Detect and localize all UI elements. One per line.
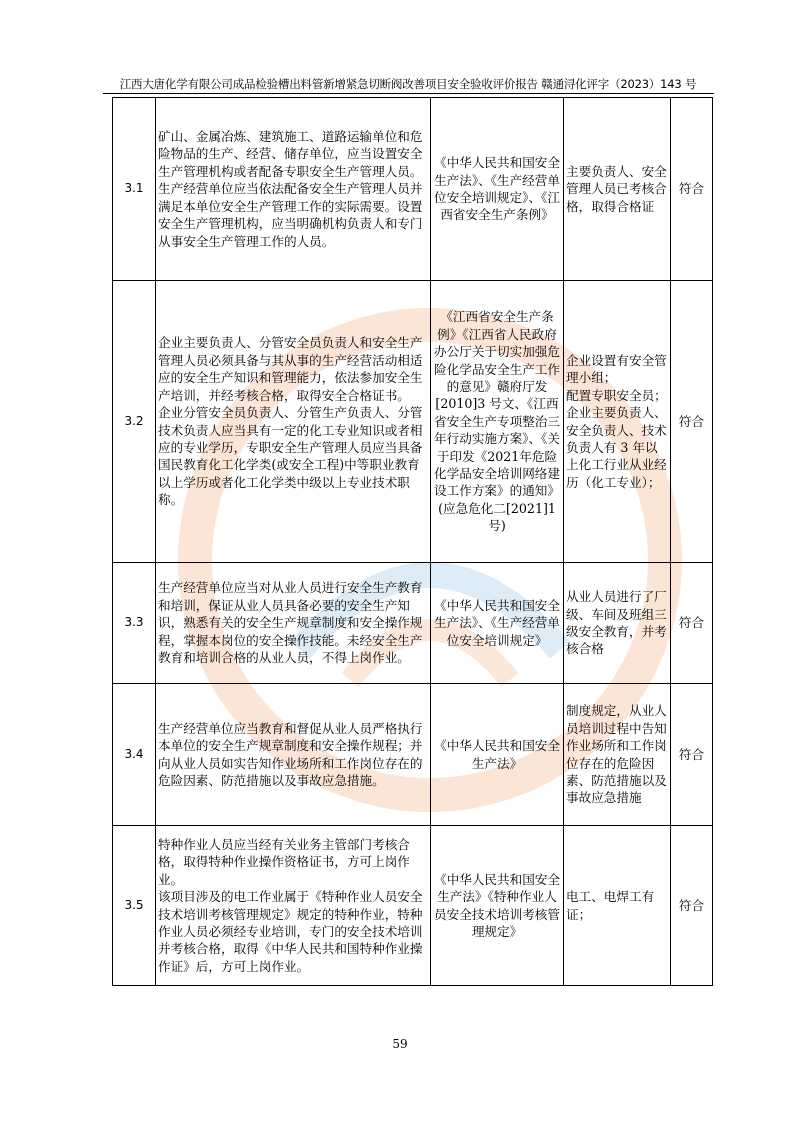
table-row xyxy=(113,563,713,684)
status-cell: 电工、电焊工有证； xyxy=(564,826,671,986)
requirement-text: 特种作业人员应当经有关业务主管部门考核合格，取得特种作业操作资格证书，方可上岗作业。 xyxy=(158,836,410,887)
table-row xyxy=(113,826,713,986)
requirement-text: 企业主要负责人、分管安全员负责人和安全生产管理人员必须具备与其从事的生产经营活动相适应的安全生产知识和管理能力，依法参加安全生产培训，并经考核合格，取得安全合格证书。 xyxy=(158,335,423,403)
result-cell: 符合 xyxy=(671,684,713,826)
header-rule xyxy=(103,93,714,94)
table-row xyxy=(113,98,713,281)
item-number: 3.1 xyxy=(113,98,156,281)
basis-cell: 《中华人民共和国安全生产法》、《生产经营单位安全培训规定》 xyxy=(431,563,564,684)
status-cell xyxy=(564,281,671,563)
item-number: 3.4 xyxy=(113,684,156,826)
item-number: 3.3 xyxy=(113,563,156,684)
requirement-text: 生产经营单位应当对从业人员进行安全生产教育和培训，保证从业人员具备必要的安全生产知识，熟悉有关的安全生产规章制度和安全操作规程，掌握本岗位的安全操作技能。未经安全生产教育和培训合格的从业人员，不得上岗作业。 xyxy=(158,580,423,666)
result-cell: 符合 xyxy=(671,98,713,281)
table-row xyxy=(113,281,713,563)
requirement-text: 矿山、金属冶炼、建筑施工、道路运输单位和危险物品的生产、经营、储存单位，应当设置安全生产管理机构或者配备专职安全生产管理人员。 xyxy=(158,129,423,179)
status-text: 企业设置有安全管理小组； xyxy=(566,352,667,386)
status-cell: 制度规定，从业人员培训过程中告知作业场所和工作岗位存在的危险因素、防范措施以及事故应急措施 xyxy=(564,684,671,826)
requirement-cell xyxy=(156,281,431,563)
requirement-text: 企业分管安全员负责人、分管生产负责人、分管技术负责人应当具有一定的化工专业知识或者相应的专业学历，专职安全生产管理人员应当具备国民教育化工化学类(或安全工程)中等职业教育以上学历或者化工化学类中级以上专业技术职称。 xyxy=(158,405,423,508)
status-cell: 主要负责人、安全管理人员已考核合格，取得合格证 xyxy=(564,98,671,281)
requirement-cell xyxy=(156,563,431,684)
safety-audit-table xyxy=(112,97,713,986)
requirement-cell xyxy=(156,98,431,281)
table-row xyxy=(113,684,713,826)
requirement-cell xyxy=(156,684,431,826)
requirement-text: 生产经营单位应当教育和督促从业人员严格执行本单位的安全生产规章制度和安全操作规程；并向从业人员如实告知作业场所和工作岗位存在的危险因素、防范措施以及事故应急措施。 xyxy=(158,720,423,788)
item-number: 3.2 xyxy=(113,281,156,563)
requirement-text: 生产经营单位应当依法配备安全生产管理人员并满足本单位安全生产管理工作的实际需要。设置安全生产管理机构，应当明确机构负责人和专门从事安全生产管理工作的人员。 xyxy=(158,181,423,249)
result-cell: 符合 xyxy=(671,281,713,563)
report-header: 江西大唐化学有限公司成品检验槽出料管新增紧急切断阀改善项目安全验收评价报告 赣通浔化评字（2023）143 号 xyxy=(119,77,697,91)
status-text: 配置专职安全员； xyxy=(566,387,667,403)
basis-cell: 《中华人民共和国安全生产法》 xyxy=(431,684,564,826)
result-cell: 符合 xyxy=(671,826,713,986)
result-cell: 符合 xyxy=(671,563,713,684)
requirement-cell xyxy=(156,826,431,986)
requirement-text: 该项目涉及的电工作业属于《特种作业人员安全技术培训考核管理规定》规定的特种作业，特种作业人员必须经专业培训，专门的安全技术培训并考核合格，取得《中华人民共和国特种作业操作证》后，方可上岗作业。 xyxy=(158,889,423,974)
basis-cell: 《中华人民共和国安全生产法》《特种作业人员安全技术培训考核管理规定》 xyxy=(431,826,564,986)
item-number: 3.5 xyxy=(113,826,156,986)
status-text: 企业主要负责人、安全负责人、技术负责人有 3 年以上化工行业从业经历（化工专业）； xyxy=(566,405,667,490)
status-cell: 从业人员进行了厂级、车间及班组三级安全教育，并考核合格 xyxy=(564,563,671,684)
basis-cell: 《中华人民共和国安全生产法》、《生产经营单位安全培训规定》、《江西省安全生产条例》 xyxy=(431,98,564,281)
basis-cell: 《江西省安全生产条例》《江西省人民政府办公厅关于切实加强危险化学品安全生产工作的意见》赣府厅发[2010]3 号文、《江西省安全生产专项整治三年行动实施方案》、《关于印发《2021年危险化学品安全培训网络建设工作方案》的通知》(应急危化二[2021]1 号) xyxy=(431,281,564,563)
page-number: 59 xyxy=(392,1037,408,1051)
